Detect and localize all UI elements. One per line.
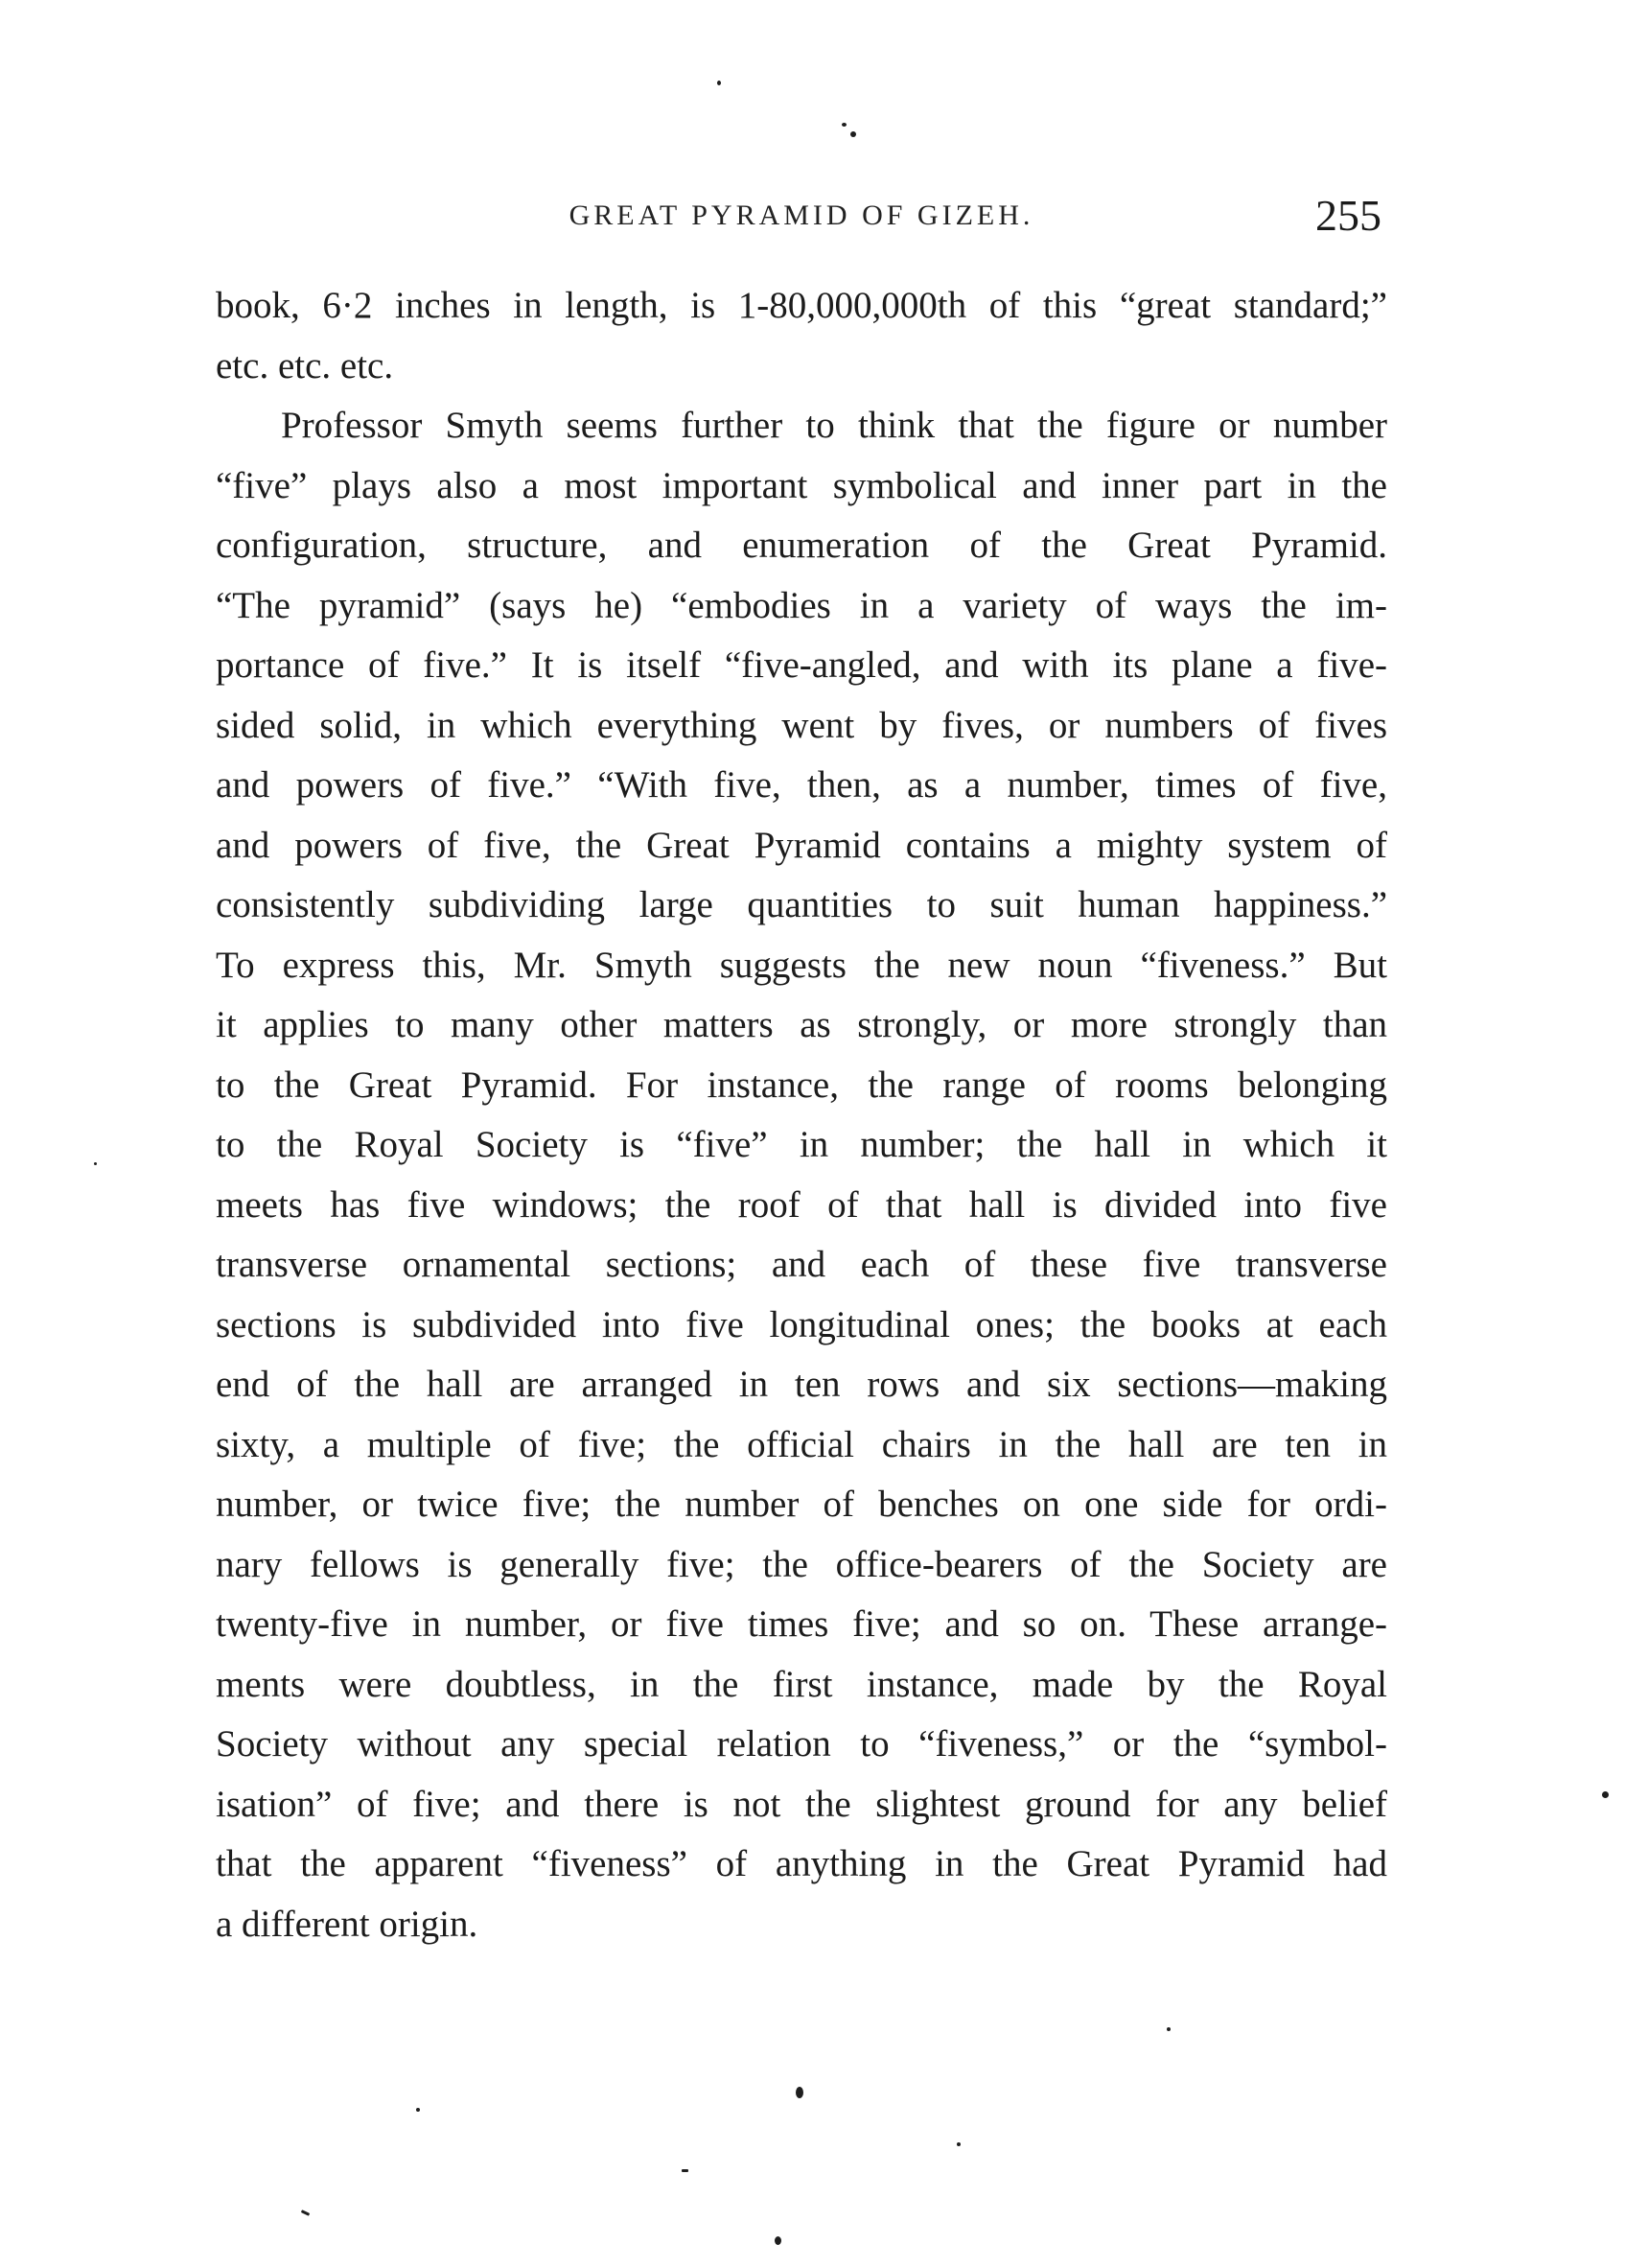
paragraph-last-line: a different origin. — [216, 1903, 478, 1945]
text-line: “five” plays also a most important symbolical and inner part in the — [216, 464, 1387, 506]
text-line: book, 6·2 inches in length, is 1-80,000,000th of this “great standard;” — [216, 285, 1387, 326]
running-head: GREAT PYRAMID OF GIZEH. — [569, 199, 1034, 231]
text-line: that the apparent “fiveness” of anything in the Great Pyramid had — [216, 1843, 1387, 1884]
text-line: twenty-five in number, or five times five; and so on. These arrange- — [216, 1603, 1387, 1645]
scan-speck — [416, 2108, 420, 2112]
text-line: isation” of five; and there is not the slightest ground for any belief — [216, 1783, 1387, 1825]
scan-speck — [850, 131, 856, 137]
text-line: “The pyramid” (says he) “embodies in a variety of ways the im- — [216, 584, 1387, 626]
text-line: Society without any special relation to “fiveness,” or the “symbol- — [216, 1723, 1387, 1765]
paragraph-first-line: Professor Smyth seems further to think that the figure or number — [281, 405, 1387, 446]
text-line: it applies to many other matters as strongly, or more strongly than — [216, 1004, 1387, 1045]
text-line: sixty, a multiple of five; the official chairs in the hall are ten in — [216, 1423, 1387, 1465]
scan-speck — [1602, 1791, 1609, 1798]
page-number: 255 — [1315, 191, 1381, 240]
text-line: to the Royal Society is “five” in number; the hall in which it — [216, 1124, 1387, 1165]
scan-speck — [94, 1162, 97, 1165]
scan-speck — [1167, 2027, 1171, 2031]
body-text — [216, 276, 1387, 1954]
text-line: etc. etc. etc. — [216, 344, 394, 386]
scan-speck — [717, 81, 721, 85]
text-line: end of the hall are arranged in ten rows and six sections—making — [216, 1364, 1387, 1405]
scan-speck — [301, 2210, 310, 2216]
scan-speck — [775, 2236, 781, 2245]
text-line: and powers of five.” “With five, then, as a number, times of five, — [216, 764, 1387, 806]
text-line: sided solid, in which everything went by fives, or numbers of fives — [216, 704, 1387, 746]
text-line: number, or twice five; the number of benches on one side for ordi- — [216, 1484, 1387, 1525]
text-line: configuration, structure, and enumeration of the Great Pyramid. — [216, 525, 1387, 566]
text-line: transverse ornamental sections; and each of these five transverse — [216, 1244, 1387, 1285]
scan-speck — [682, 2169, 688, 2172]
text-line: sections is subdivided into five longitudinal ones; the books at each — [216, 1303, 1387, 1345]
text-line: To express this, Mr. Smyth suggests the new noun “fiveness.” But — [216, 944, 1387, 986]
text-line: nary fellows is generally five; the office-bearers of the Society are — [216, 1543, 1387, 1585]
text-line: meets has five windows; the roof of that hall is divided into five — [216, 1183, 1387, 1226]
scan-speck — [842, 123, 847, 127]
scan-speck — [957, 2142, 961, 2146]
text-line: portance of five.” It is itself “five-angled, and with its plane a five- — [216, 644, 1387, 686]
text-line: consistently subdividing large quantities to suit human happiness.” — [216, 884, 1387, 925]
text-line: and powers of five, the Great Pyramid contains a mighty system of — [216, 824, 1387, 866]
text-line: ments were doubtless, in the first instance, made by the Royal — [216, 1663, 1387, 1705]
text-line: to the Great Pyramid. For instance, the range of rooms belonging — [216, 1064, 1387, 1106]
page-header — [216, 190, 1387, 247]
scan-speck — [796, 2087, 803, 2098]
